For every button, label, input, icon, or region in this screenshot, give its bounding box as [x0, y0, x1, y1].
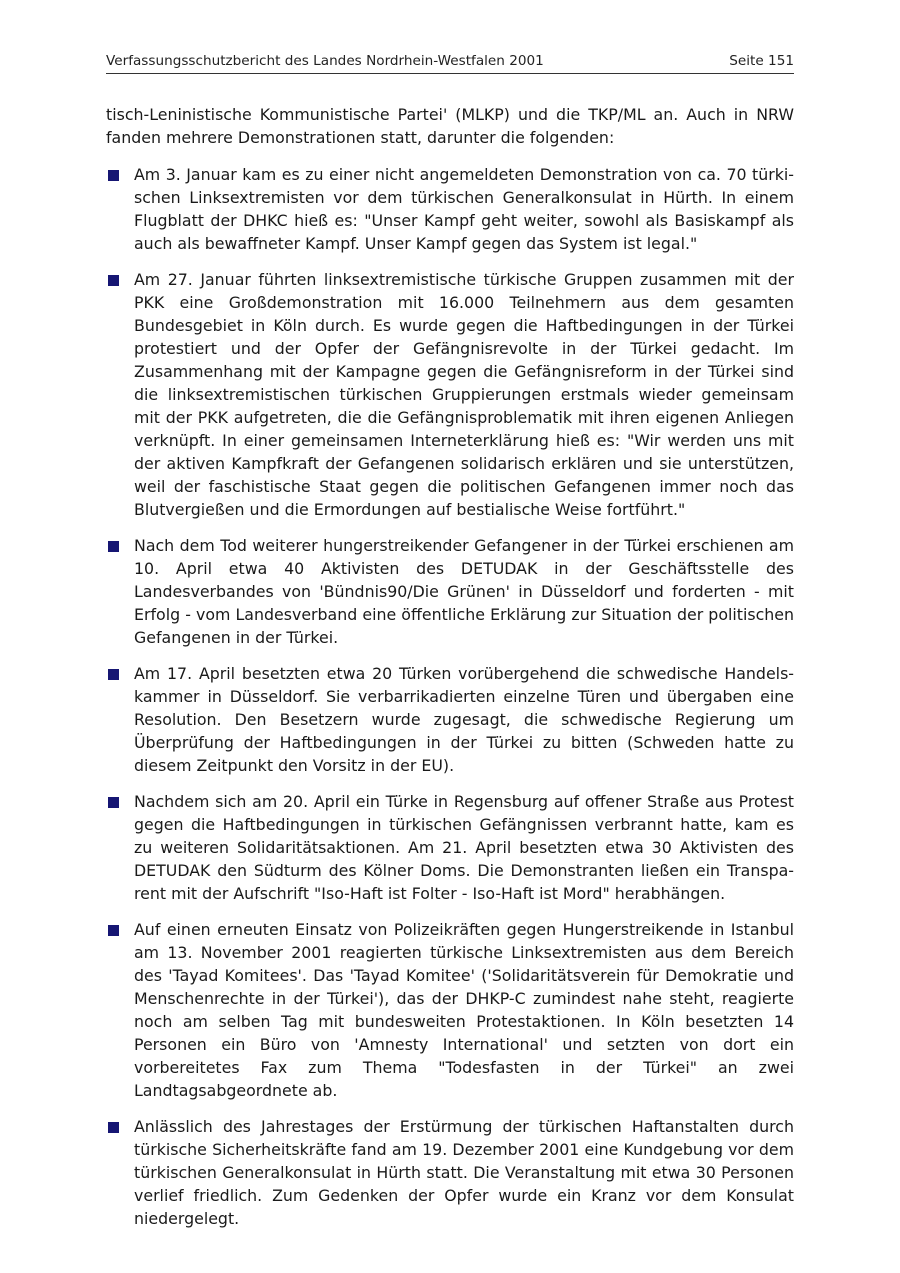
square-bullet-icon — [108, 669, 119, 680]
page-number: Seite 151 — [729, 53, 794, 69]
list-item-text: Anlässlich des Jahrestages der Erstürmung der türkischen Haftanstalten durch türkische Sicherheitskräfte fand am 19. Dezember 2001 eine Kundgebung vor dem türkischen Generalkonsulat in Hürth statt. Die Veranstaltung mit etwa 30 Personen verlief friedlich. Zum Gedenken der Opfer wurde ein Kranz vor dem Konsulat niedergelegt. — [134, 1117, 794, 1228]
page-body — [106, 103, 794, 1243]
square-bullet-icon — [108, 1122, 119, 1133]
list-item-text: Nachdem sich am 20. April ein Türke in Regensburg auf offener Straße aus Protest gegen die Haftbedingungen in türkischen Gefängnissen verbrannt hatte, kam es zu weiteren Solidaritätsaktionen. Am 21. April besetzten etwa 30 Aktivisten des DETUDAK den Südturm des Kölner Doms. Die Demonstranten ließen ein Transparent mit der Aufschrift "Iso-Haft ist Folter - Iso-Haft ist Mord" herabhängen. — [134, 792, 794, 903]
header-rule — [106, 73, 794, 74]
list-item-text: Am 27. Januar führten linksextremistische türkische Gruppen zusammen mit der PKK eine Großdemonstration mit 16.000 Teilnehmern aus dem gesamten Bundesgebiet in Köln durch. Es wurde gegen die Haftbedingungen in der Türkei protestiert und der Opfer der Gefängnisrevolte in der Türkei gedacht. Im Zusammenhang mit der Kampagne gegen die Gefängnisreform in der Türkei sind die linksextremistischen türkischen Gruppierungen erstmals wieder gemeinsam mit der PKK aufgetreten, die die Gefängnisproblematik mit ihren eigenen Anliegen verknüpft. In einer gemeinsamen Interneterklärung hieß es: "Wir werden uns mit der aktiven Kampfkraft der Gefangenen solidarisch erklären und sie unterstützen, weil der faschistische Staat gegen die politischen Gefangenen immer noch das Blutvergießen und die Ermordungen auf bestialische Weise fortführt." — [134, 270, 794, 519]
list-item-text: Nach dem Tod weiterer hungerstreikender Gefangener in der Türkei erschienen am 10. April etwa 40 Aktivisten des DETUDAK in der Geschäftsstelle des Landesverbandes von 'Bündnis90/Die Grünen' in Düsseldorf und forderten - mit Erfolg - vom Landesverband eine öffentliche Erklärung zur Situation der politischen Gefangenen in der Türkei. — [134, 536, 794, 647]
square-bullet-icon — [108, 170, 119, 181]
event-list — [106, 163, 794, 1230]
list-item — [106, 1115, 794, 1230]
page-header — [106, 53, 794, 69]
square-bullet-icon — [108, 275, 119, 286]
list-item — [106, 790, 794, 905]
list-item — [106, 163, 794, 255]
header-title: Verfassungsschutzbericht des Landes Nordrhein-Westfalen 2001 — [106, 53, 544, 69]
list-item-text: Am 3. Januar kam es zu einer nicht angemeldeten Demonstration von ca. 70 türkischen Linksextremisten vor dem türkischen Generalkonsulat in Hürth. In einem Flugblatt der DHKC hieß es: "Unser Kampf geht weiter, sowohl als Basiskampf als auch als bewaffneter Kampf. Unser Kampf gegen das System ist legal." — [134, 165, 794, 253]
list-item-text: Am 17. April besetzten etwa 20 Türken vorübergehend die schwedische Handelskammer in Düsseldorf. Sie verbarrikadierten einzelne Türen und übergaben eine Resolution. Den Besetzern wurde zugesagt, die schwedische Regierung um Überprüfung der Haftbedingungen in der Türkei zu bitten (Schweden hatte zu diesem Zeitpunkt den Vorsitz in der EU). — [134, 664, 794, 775]
list-item — [106, 662, 794, 777]
square-bullet-icon — [108, 925, 119, 936]
list-item — [106, 268, 794, 521]
list-item — [106, 534, 794, 649]
list-item — [106, 918, 794, 1102]
square-bullet-icon — [108, 541, 119, 552]
list-item-text: Auf einen erneuten Einsatz von Polizeikräften gegen Hungerstreikende in Istanbul am 13. November 2001 reagierten türkische Linksextremisten aus dem Bereich des 'Tayad Komitees'. Das 'Tayad Komitee' ('Solidaritätsverein für Demokratie und Menschenrechte in der Türkei'), das der DHKP-C zumindest nahe steht, reagierte noch am selben Tag mit bundesweiten Protestaktionen. In Köln besetzten 14 Personen ein Büro von 'Amnesty International' und setzten von dort ein vorbereitetes Fax zum Thema "Todesfasten in der Türkei" an zwei Landtagsabgeordnete ab. — [134, 920, 794, 1100]
intro-paragraph: tisch-Leninistische Kommunistische Partei' (MLKP) und die TKP/ML an. Auch in NRW fanden mehrere Demonstrationen statt, darunter die folgenden: — [106, 105, 794, 147]
square-bullet-icon — [108, 797, 119, 808]
